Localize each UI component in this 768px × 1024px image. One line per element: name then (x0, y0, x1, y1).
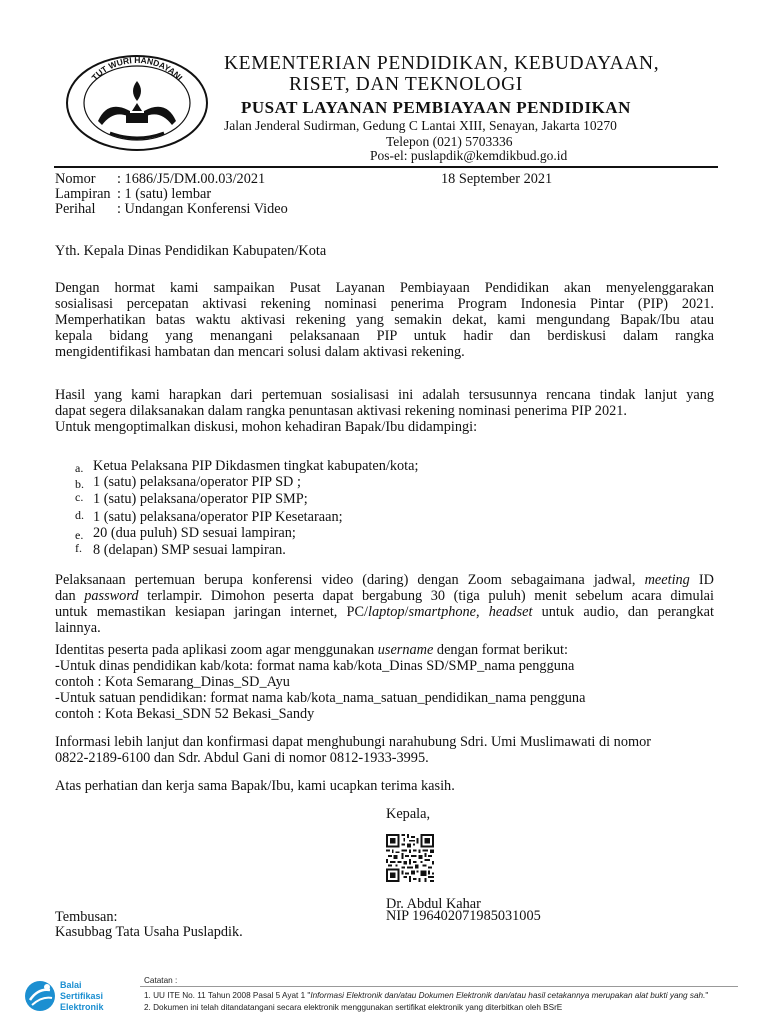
text-run: Pelaksanaan pertemuan berupa konferensi video (daring) dengan Zoom sebagaimana jadwal, (55, 572, 645, 588)
agency-address: Jalan Jenderal Sudirman, Gedung C Lantai XIII, Senayan, Jakarta 10270 (224, 118, 617, 133)
footer-divider (140, 986, 738, 987)
footer-note-1 (144, 991, 708, 1000)
paragraph-line: Dengan hormat kami sampaikan Pusat Layanan Pembiayaan Pendidikan akan menyelenggarakan (55, 280, 714, 296)
list-item: 20 (dua puluh) SD sesuai lampiran; (93, 525, 296, 541)
list-letter: c. (75, 490, 84, 504)
meta-lampiran (55, 186, 211, 202)
perihal-value: : Undangan Konferensi Video (117, 201, 288, 217)
signatory-name: Dr. Abdul Kahar (386, 896, 481, 912)
paragraph-line: Untuk mengoptimalkan diskusi, mohon kehadiran Bapak/Ibu didampingi: (55, 419, 478, 435)
bsre-text-line3: Elektronik (60, 1002, 104, 1012)
text-run: terlampir. Dimohon peserta dapat bergabung 30 (tiga puluh) menit sebelum acara dimulai (138, 588, 714, 604)
list-letter: b. (75, 477, 84, 491)
paragraph-line: Memperhatikan batas waktu aktivasi rekening yang semakin dekat, kami mengundang Bapak/Ibu atau (55, 312, 714, 328)
identity-intro (55, 642, 568, 658)
signature-title: Kepala, (386, 806, 431, 822)
list-item: 1 (satu) pelaksana/operator PIP SD ; (93, 474, 301, 490)
bsre-text-line2: Sertifikasi (60, 991, 104, 1001)
qr-code (386, 834, 434, 882)
text-run-italic: smartphone (408, 604, 477, 620)
bsre-logo (20, 974, 140, 1018)
text-run-italic: password (84, 588, 139, 604)
paragraph-line: Hasil yang kami harapkan dari pertemuan sosialisasi ini adalah tersusunnya rencana tindak lanjut yang (55, 387, 714, 403)
text-run: Identitas peserta pada aplikasi zoom agar menggunakan (55, 642, 378, 658)
text-run: " (705, 991, 709, 1000)
letter-date: 18 September 2021 (441, 171, 553, 187)
text-run-italic: username (377, 642, 434, 658)
bsre-text-line1: Balai (60, 980, 82, 990)
footer-note-2: 2. Dokumen ini telah ditandatangani secara elektronik menggunakan sertifikat elektronik yang diterbitkan oleh BSrE (144, 1003, 563, 1012)
text-run-italic: laptop (367, 604, 405, 620)
paragraph-line: sosialisasi percepatan aktivasi rekening nominasi penerima Program Indonesia Pintar (PIP) 2021. (55, 296, 714, 312)
list-letter: e. (75, 528, 84, 542)
text-run: 1. UU ITE No. 11 Tahun 2008 Pasal 5 Ayat 1 " (144, 991, 311, 1000)
paragraph-line (55, 604, 714, 620)
cc-recipient: Kasubbag Tata Usaha Puslapdik. (55, 924, 243, 940)
text-run-italic: meeting (644, 572, 690, 588)
paragraph-line (55, 572, 714, 588)
paragraph-schedule (55, 572, 714, 636)
identity-satuan-example: contoh : Kota Bekasi_SDN 52 Bekasi_Sandy (55, 706, 315, 722)
logo-motto: TUT WURI HANDAYANI (89, 54, 185, 83)
identity-dinas-format: -Untuk dinas pendidikan kab/kota: format nama kab/kota_Dinas SD/SMP_nama pengguna (55, 658, 575, 674)
paragraph-line: lainnya. (55, 620, 101, 636)
identity-satuan-format: -Untuk satuan pendidikan: format nama kab/kota_nama_satuan_pendidikan_nama pengguna (55, 690, 586, 706)
text-run: dengan format berikut: (433, 642, 568, 658)
list-item: 1 (satu) pelaksana/operator PIP Kesetaraan; (93, 509, 343, 525)
paragraph-line: dapat segera dilaksanakan dalam rangka penuntasan aktivasi rekening nominasi penerima PIP 2021. (55, 403, 627, 419)
ministry-name-line2: RISET, DAN TEKNOLOGI (289, 74, 523, 95)
perihal-label: Perihal (55, 201, 96, 217)
nomor-value: : 1686/J5/DM.00.03/2021 (117, 171, 266, 187)
paragraph-intro (55, 280, 714, 360)
paragraph-line (55, 588, 714, 604)
identity-dinas-example: contoh : Kota Semarang_Dinas_SD_Ayu (55, 674, 290, 690)
footer-notes-label: Catatan : (144, 976, 178, 985)
agency-phone: Telepon (021) 5703336 (386, 134, 513, 149)
closing-text: Atas perhatian dan kerja sama Bapak/Ibu, kami ucapkan terima kasih. (55, 778, 455, 794)
list-letter: d. (75, 508, 84, 522)
tut-wuri-handayani-logo (64, 51, 210, 151)
text-run: dan (55, 588, 85, 604)
paragraph-line: mengidentifikasi hambatan dan mencari solusi dalam aktivasi rekening. (55, 344, 465, 360)
text-run-italic: Informasi Elektronik dan/atau Dokumen Elektronik dan/atau hasil cetakannya merupakan alat bukti yang sah. (310, 991, 706, 1000)
list-letter: a. (75, 461, 84, 475)
list-item: 8 (delapan) SMP sesuai lampiran. (93, 542, 286, 558)
letterhead-divider (54, 166, 718, 168)
recipient: Yth. Kepala Dinas Pendidikan Kabupaten/Kota (55, 243, 327, 259)
list-item: 1 (satu) pelaksana/operator PIP SMP; (93, 491, 308, 507)
text-run: untuk memastikan kesiapan jaringan internet, PC/ (55, 604, 368, 620)
list-letter: f. (75, 541, 82, 555)
agency-email: Pos-el: puslapdik@kemdikbud.go.id (370, 148, 568, 163)
contact-line2: 0822-2189-6100 dan Sdr. Abdul Gani di nomor 0812-1933-3995. (55, 750, 429, 766)
agency-name: PUSAT LAYANAN PEMBIAYAAN PENDIDIKAN (241, 98, 631, 117)
meta-nomor (55, 171, 265, 187)
lampiran-value: : 1 (satu) lembar (117, 186, 212, 202)
signatory-nip: NIP 196402071985031005 (386, 908, 541, 924)
lampiran-label: Lampiran (55, 186, 111, 202)
nomor-label: Nomor (55, 171, 96, 187)
contact-line1: Informasi lebih lanjut dan konfirmasi dapat menghubungi narahubung Sdri. Umi Muslimawati di nomor (55, 734, 652, 750)
text-run: / (404, 604, 409, 620)
meta-perihal (55, 201, 288, 217)
paragraph-expectation (55, 387, 714, 435)
text-run: , (476, 604, 489, 620)
paragraph-line: kepala bidang yang menangani pelaksanaan PIP untuk hadir dan berdiskusi dalam rangka (55, 328, 714, 344)
text-run: ID (689, 572, 714, 588)
cc-label: Tembusan: (55, 909, 118, 925)
list-item: Ketua Pelaksana PIP Dikdasmen tingkat kabupaten/kota; (93, 458, 419, 474)
ministry-name-line1: KEMENTERIAN PENDIDIKAN, KEBUDAYAAN, (224, 53, 660, 74)
text-run: untuk audio, dan perangkat (532, 604, 714, 620)
text-run-italic: headset (488, 604, 533, 620)
